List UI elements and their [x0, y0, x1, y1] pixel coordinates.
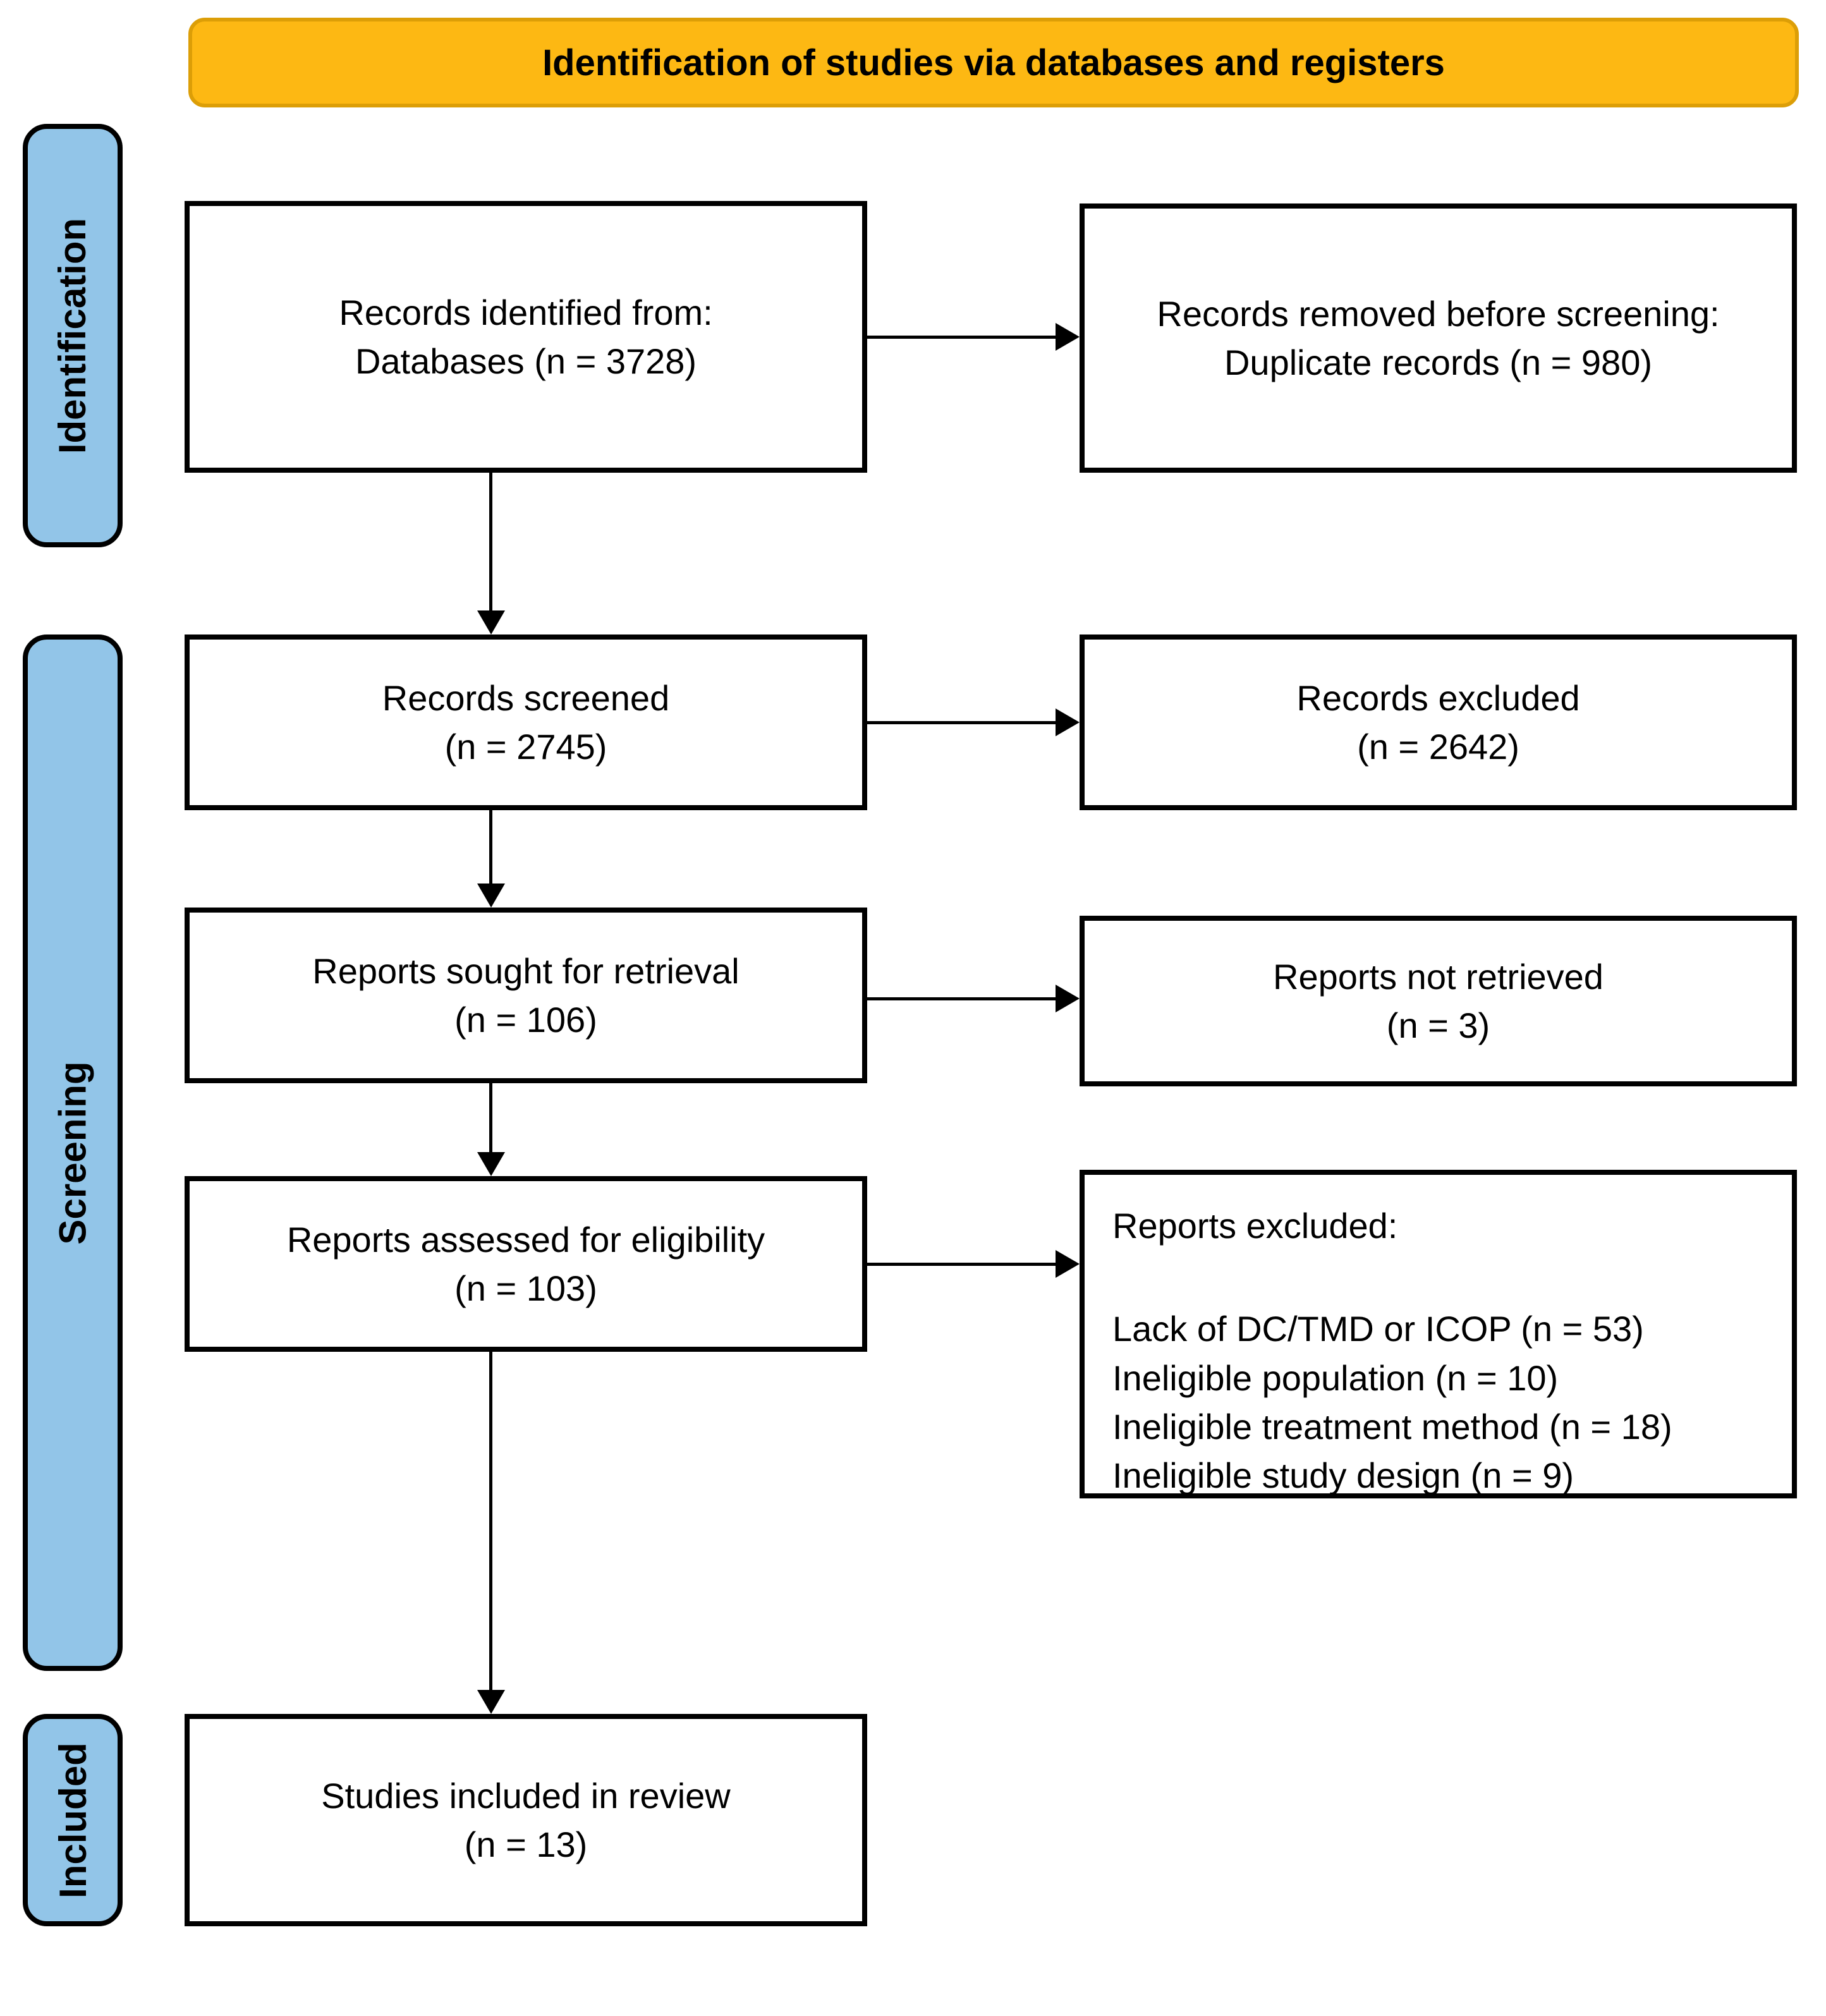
records-excluded-box [1080, 635, 1797, 810]
reports-excluded-reason-1: Lack of DC/TMD or ICOP (n = 53) [1112, 1309, 1644, 1349]
arrow-down-head-icon [477, 610, 505, 635]
stage-label-screening [23, 635, 123, 1671]
reports-not-retrieved-line1: Reports not retrieved [1273, 956, 1604, 997]
records-screened-line1: Records screened [382, 677, 670, 718]
records-identified-line1: Records identified from: [339, 292, 713, 332]
arrow-assessed-to-included-line [489, 1352, 492, 1694]
records-identified-box [185, 201, 867, 473]
arrow-sought-to-not-retrieved-line [867, 997, 1058, 1000]
stage-label-screening-text: Screening [51, 1060, 94, 1245]
arrow-right-head-icon [1056, 1250, 1080, 1278]
records-removed-box [1080, 203, 1797, 473]
arrow-assessed-to-reports-excluded-line [867, 1263, 1058, 1266]
stage-label-identification [23, 124, 123, 547]
reports-assessed-line2: (n = 103) [454, 1268, 597, 1308]
arrow-right-head-icon [1056, 708, 1080, 736]
stage-label-included [23, 1714, 123, 1926]
reports-excluded-reason-2: Ineligible population (n = 10) [1112, 1357, 1559, 1398]
records-removed-line2: Duplicate records (n = 980) [1224, 343, 1652, 382]
arrow-screened-to-sought-line [489, 810, 492, 887]
reports-excluded-reason-3: Ineligible treatment method (n = 18) [1112, 1406, 1672, 1447]
arrow-identified-to-removed-line [867, 336, 1058, 339]
arrow-identified-to-screened-line [489, 473, 492, 614]
arrow-right-head-icon [1056, 985, 1080, 1012]
reports-sought-box [185, 908, 867, 1083]
reports-excluded-box [1080, 1170, 1797, 1498]
records-screened-line2: (n = 2745) [444, 727, 607, 767]
banner [188, 18, 1799, 107]
records-excluded-line1: Records excluded [1296, 677, 1580, 718]
arrow-right-head-icon [1056, 323, 1080, 351]
arrow-down-head-icon [477, 1152, 505, 1176]
reports-excluded-title: Reports excluded: [1112, 1206, 1398, 1246]
arrow-down-head-icon [477, 884, 505, 908]
arrow-sought-to-assessed-line [489, 1083, 492, 1156]
reports-excluded-reason-4: Ineligible study design (n = 9) [1112, 1455, 1574, 1496]
records-excluded-line2: (n = 2642) [1357, 727, 1519, 767]
studies-included-box [185, 1714, 867, 1926]
banner-label: Identification of studies via databases and registers [542, 42, 1445, 83]
reports-sought-line2: (n = 106) [454, 1000, 597, 1040]
records-removed-line1: Records removed before screening: [1157, 293, 1720, 334]
reports-not-retrieved-line2: (n = 3) [1386, 1005, 1490, 1045]
arrow-screened-to-excluded-line [867, 721, 1058, 724]
studies-included-line2: (n = 13) [464, 1825, 588, 1864]
records-identified-line2: Databases (n = 3728) [355, 341, 697, 381]
studies-included-line1: Studies included in review [321, 1775, 731, 1816]
arrow-down-head-icon [477, 1690, 505, 1714]
reports-assessed-box [185, 1176, 867, 1352]
stage-label-included-text: Included [51, 1742, 94, 1898]
reports-not-retrieved-box [1080, 916, 1797, 1086]
reports-excluded-reasons [1112, 1304, 1672, 1500]
reports-sought-line1: Reports sought for retrieval [312, 950, 740, 991]
reports-assessed-line1: Reports assessed for eligibility [286, 1219, 765, 1260]
stage-label-identification-text: Identification [51, 217, 94, 454]
records-screened-box [185, 635, 867, 810]
